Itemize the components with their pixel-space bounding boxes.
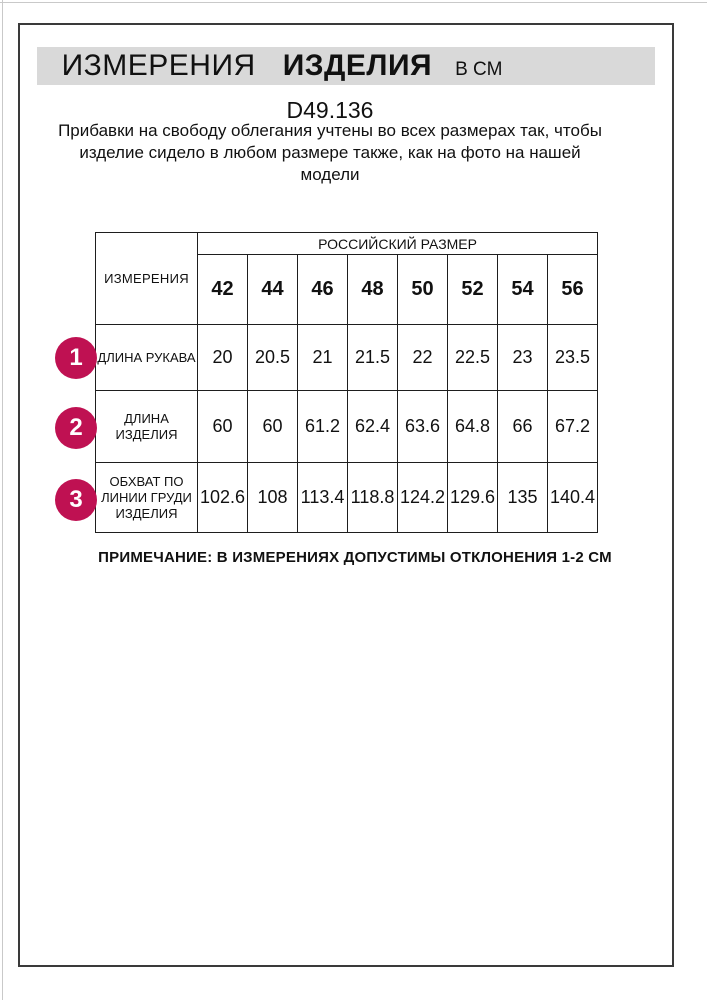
cell-value: 60 (248, 391, 298, 463)
row-label-sleeve-length: ДЛИНА РУКАВА (96, 325, 198, 391)
table-row-chest-girth (96, 463, 598, 533)
cell-value: 124.2 (398, 463, 448, 533)
title-measurements: ИЗМЕРЕНИЯ (61, 49, 256, 82)
cell-value: 66 (498, 391, 548, 463)
row-number-badge-1 (55, 337, 97, 379)
model-code: D49.136 (286, 97, 374, 123)
cell-value: 118.8 (348, 463, 398, 533)
scan-edge-horizontal (0, 2, 707, 3)
title-unit-label: В СМ (455, 59, 503, 80)
cell-value: 21.5 (348, 325, 398, 391)
cell-value: 22.5 (448, 325, 498, 391)
table-row-sleeve-length (96, 325, 598, 391)
cell-value: 61.2 (298, 391, 348, 463)
cell-value: 140.4 (548, 463, 598, 533)
size-col-header-56: 56 (548, 255, 598, 325)
badge-number: 1 (69, 344, 83, 371)
cell-value: 60 (198, 391, 248, 463)
cell-value: 67.2 (548, 391, 598, 463)
table-group-header-row (96, 233, 598, 255)
size-table (95, 232, 598, 533)
cell-value: 135 (498, 463, 548, 533)
cell-value: 62.4 (348, 391, 398, 463)
size-col-header-50: 50 (398, 255, 448, 325)
row-number-badge-3 (55, 479, 97, 521)
description-line-1: Прибавки на свободу облегания учтены во всех размерах так, чтобы (58, 121, 602, 140)
cell-value: 108 (248, 463, 298, 533)
cell-value: 113.4 (298, 463, 348, 533)
note-text: ПРИМЕЧАНИЕ: В ИЗМЕРЕНИЯХ ДОПУСТИМЫ ОТКЛОНЕНИЯ 1-2 СМ (98, 549, 612, 566)
row-label-chest-girth: ОБХВАТ ПО ЛИНИИ ГРУДИ ИЗДЕЛИЯ (96, 463, 198, 533)
row-number-badge-2 (55, 407, 97, 449)
size-col-header-52: 52 (448, 255, 498, 325)
table-row-item-length (96, 391, 598, 463)
badge-number: 2 (69, 414, 83, 441)
cell-value: 20 (198, 325, 248, 391)
size-group-header: РОССИЙСКИЙ РАЗМЕР (198, 233, 598, 255)
title-bar (37, 47, 655, 85)
size-col-header-44: 44 (248, 255, 298, 325)
cell-value: 64.8 (448, 391, 498, 463)
description-line-3: модели (300, 165, 360, 184)
cell-value: 23.5 (548, 325, 598, 391)
title-product: ИЗДЕЛИЯ (282, 49, 433, 82)
description-line-2: изделие сидело в любом размере также, как на фото на нашей (79, 143, 581, 162)
cell-value: 129.6 (448, 463, 498, 533)
cell-value: 63.6 (398, 391, 448, 463)
size-col-header-48: 48 (348, 255, 398, 325)
size-col-header-46: 46 (298, 255, 348, 325)
cell-value: 102.6 (198, 463, 248, 533)
size-col-header-54: 54 (498, 255, 548, 325)
table-corner-label: ИЗМЕРЕНИЯ (96, 233, 198, 325)
row-label-item-length: ДЛИНА ИЗДЕЛИЯ (96, 391, 198, 463)
cell-value: 22 (398, 325, 448, 391)
description-text (18, 120, 642, 186)
scan-edge-vertical (2, 0, 3, 1000)
badge-number: 3 (69, 486, 83, 513)
cell-value: 21 (298, 325, 348, 391)
cell-value: 20.5 (248, 325, 298, 391)
cell-value: 23 (498, 325, 548, 391)
size-col-header-42: 42 (198, 255, 248, 325)
